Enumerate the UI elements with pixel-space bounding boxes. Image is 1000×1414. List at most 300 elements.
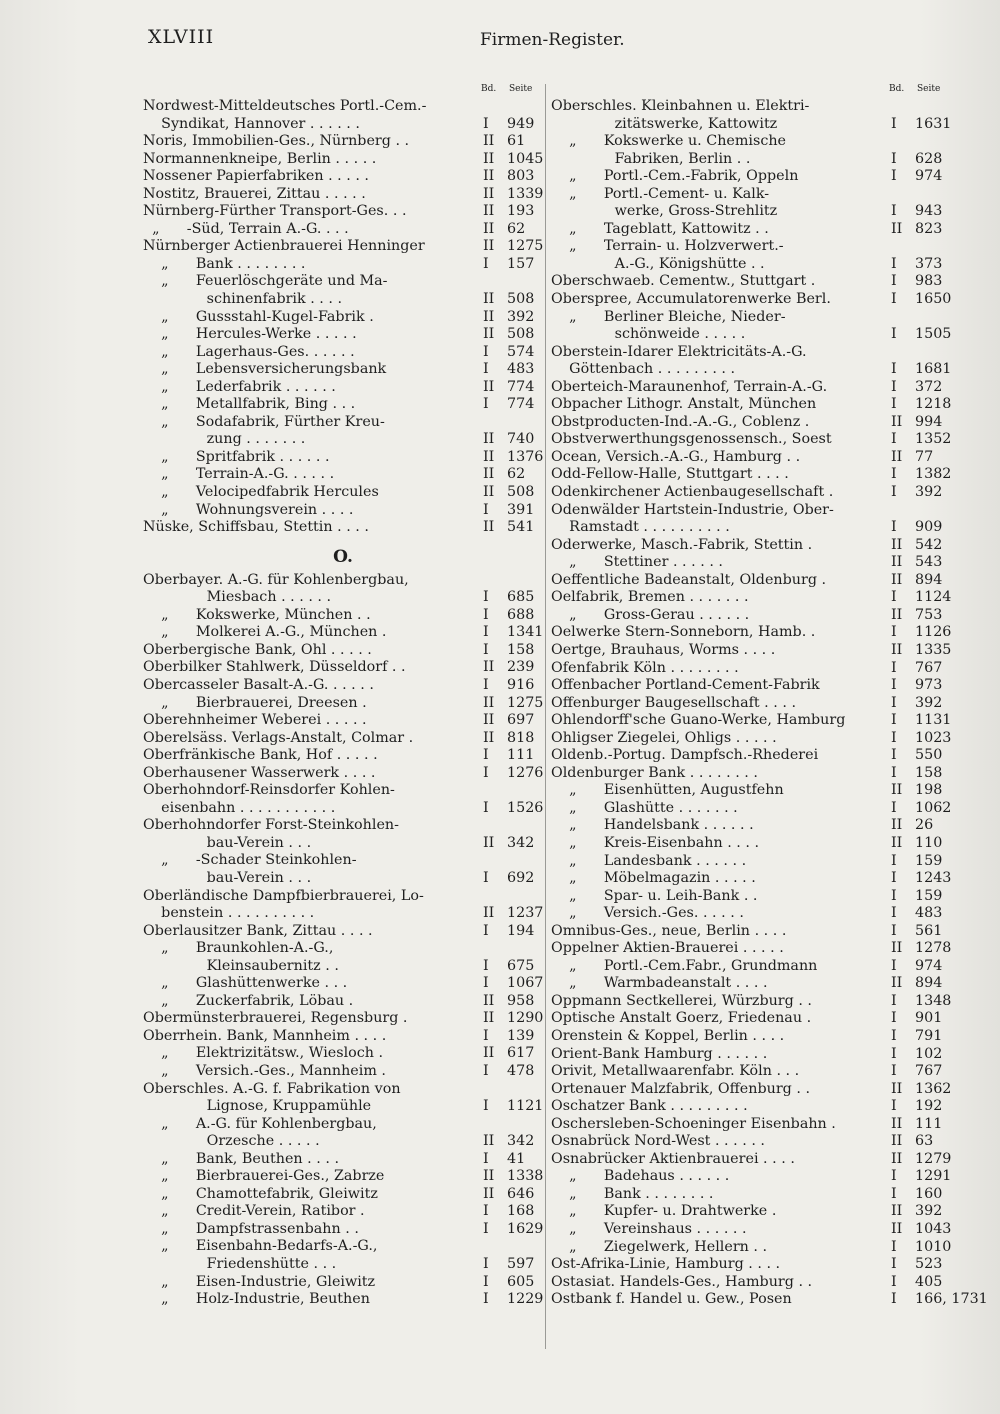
volume-number: II: [483, 308, 495, 325]
register-entry: [551, 1256, 951, 1274]
volume-number: I: [891, 361, 897, 378]
page-reference: 692: [507, 869, 535, 886]
company-name: „ Chamottefabrik, Gleiwitz: [143, 1185, 378, 1202]
left-column: [143, 84, 543, 1309]
register-entry: [551, 1274, 951, 1292]
volume-number: I: [891, 677, 897, 694]
volume-number: I: [891, 852, 897, 869]
company-name: Oberbilker Stahlwerk, Düsseldorf . .: [143, 659, 406, 676]
page-reference: [507, 782, 543, 800]
register-entry: [143, 133, 543, 151]
company-name: „ Feuerlöschgeräte und Ma-: [143, 273, 388, 290]
volume-number: I: [891, 870, 897, 887]
company-name: „ Spritfabrik . . . . . .: [143, 448, 330, 465]
volume-number: II: [483, 168, 495, 185]
page-reference: [507, 572, 543, 590]
page-header: Seite: [917, 84, 941, 94]
page-reference: 541: [507, 519, 535, 536]
company-name: „ Zuckerfabrik, Löbau .: [143, 992, 354, 1009]
page-reference: 1341: [507, 624, 544, 641]
register-entry: [143, 642, 543, 660]
company-name: „ Badehaus . . . . . .: [551, 1168, 730, 1185]
page-reference: 102: [915, 1045, 943, 1062]
register-entry: [551, 712, 951, 730]
register-entry: [143, 186, 543, 204]
company-name: „ Kokswerke u. Chemische: [551, 133, 787, 150]
volume-number: I: [483, 589, 489, 606]
company-name: Odenwälder Hartstein-Industrie, Ober-: [551, 501, 834, 518]
register-entry: [143, 1186, 543, 1204]
register-entry: [143, 975, 543, 993]
page-reference: 916: [507, 676, 535, 693]
volume-number: II: [483, 185, 495, 202]
volume-number: I: [891, 168, 897, 185]
volume-number: I: [891, 291, 897, 308]
register-entry: [551, 133, 951, 151]
page-reference: [915, 98, 951, 116]
page-reference: 894: [915, 975, 943, 992]
company-name: Oschersleben-Schoeninger Eisenbahn .: [551, 1115, 836, 1132]
volume-number: II: [483, 519, 495, 536]
page-reference: [915, 133, 951, 151]
page-reference: 391: [507, 501, 535, 518]
page-reference: 508: [507, 326, 535, 343]
company-name: Oppelner Aktien-Brauerei . . . . .: [551, 940, 784, 957]
page-reference: 994: [915, 413, 943, 430]
register-entry: [143, 273, 543, 291]
volume-number: II: [483, 992, 495, 1009]
page-reference: 168: [507, 1203, 535, 1220]
register-entry: [551, 221, 951, 239]
register-entry: [551, 695, 951, 713]
register-entry: [143, 361, 543, 379]
company-name: „ Bank . . . . . . . .: [551, 1185, 714, 1202]
register-entry: [143, 502, 543, 520]
company-name: „ -Schader Steinkohlen-: [143, 852, 357, 869]
register-entry: [551, 537, 951, 555]
register-entry: [143, 624, 543, 642]
company-name: Orivit, Metallwaarenfabr. Köln . . .: [551, 1063, 800, 1080]
volume-number: II: [483, 238, 495, 255]
volume-number: I: [483, 799, 489, 816]
register-entry: [143, 888, 543, 906]
company-name: Oberhausener Wasserwerk . . . .: [143, 764, 376, 781]
page-reference: 342: [507, 1133, 535, 1150]
page-reference: 198: [915, 782, 943, 799]
page-reference: 597: [507, 1256, 535, 1272]
page-reference: [915, 238, 951, 256]
register-entry: [551, 975, 951, 993]
page-reference: 342: [507, 834, 535, 851]
column-header: [143, 84, 543, 98]
company-name: schönweide . . . . .: [551, 326, 746, 343]
page-reference: 1631: [915, 115, 952, 132]
company-name: Osnabrück Nord-West . . . . . .: [551, 1133, 765, 1150]
volume-number: II: [483, 659, 495, 676]
page-reference: 628: [915, 150, 943, 167]
page-reference: 1278: [915, 940, 952, 957]
volume-number: II: [891, 536, 903, 553]
page-reference: 605: [507, 1273, 535, 1290]
volume-number: I: [483, 624, 489, 641]
volume-number: II: [483, 694, 495, 711]
company-name: Oberehnheimer Weberei . . . . .: [143, 712, 367, 729]
register-entry: [551, 273, 951, 291]
volume-number: II: [891, 1080, 903, 1097]
volume-number: [483, 817, 507, 835]
register-entry: [551, 502, 951, 520]
page-reference: 77: [915, 448, 934, 465]
volume-number: [483, 1238, 507, 1256]
volume-number: II: [891, 1221, 903, 1237]
page-reference: 688: [507, 606, 535, 623]
volume-number: I: [891, 431, 897, 448]
company-name: „ Molkerei A.-G., München .: [143, 624, 387, 641]
volume-number: I: [483, 1220, 489, 1237]
register-entry: [143, 1291, 543, 1309]
register-entry: [143, 923, 543, 941]
volume-number: I: [891, 747, 897, 764]
register-entry: [551, 1046, 951, 1064]
page-reference: [507, 1081, 543, 1099]
volume-number: II: [891, 554, 903, 571]
volume-number: II: [483, 905, 495, 922]
volume-number: [483, 1081, 507, 1099]
volume-number: I: [891, 1045, 897, 1062]
page-header: Seite: [509, 84, 533, 94]
company-name: Offenburger Baugesellschaft . . . .: [551, 694, 796, 711]
page-reference: 753: [915, 606, 943, 623]
volume-number: I: [891, 1185, 897, 1202]
volume-number: I: [891, 1168, 897, 1185]
volume-number: I: [891, 203, 897, 220]
company-name: Oberfränkische Bank, Hof . . . . .: [143, 747, 378, 764]
volume-number: [483, 852, 507, 870]
register-entry: [143, 168, 543, 186]
company-name: Nordwest-Mitteldeutsches Portl.-Cem.-: [143, 98, 427, 114]
register-entry: [551, 1010, 951, 1028]
page-reference: [915, 502, 951, 520]
volume-number: II: [483, 291, 495, 308]
company-name: „ Hercules-Werke . . . . .: [143, 326, 357, 343]
company-name: „ Bank, Beuthen . . . .: [143, 1150, 339, 1167]
page-reference: 550: [915, 747, 943, 764]
page-reference: 483: [915, 905, 943, 922]
register-entry: [551, 519, 951, 537]
page-reference: 111: [507, 747, 535, 764]
volume-number: II: [483, 378, 495, 395]
register-entry: [551, 291, 951, 309]
company-name: zitätswerke, Kattowitz: [551, 115, 778, 132]
register-entry: [551, 782, 951, 800]
volume-number: II: [483, 729, 495, 746]
page-reference: 1124: [915, 589, 952, 606]
company-name: „ Braunkohlen-A.-G.,: [143, 940, 334, 957]
volume-number: II: [483, 203, 495, 220]
page-reference: 62: [507, 220, 526, 237]
volume-number: I: [483, 361, 489, 378]
register-entry: [551, 1168, 951, 1186]
volume-number: I: [891, 659, 897, 676]
volume-number: II: [483, 1133, 495, 1150]
register-entry: [143, 1028, 543, 1046]
volume-number: I: [483, 1256, 489, 1272]
company-name: „ Gross-Gerau . . . . . .: [551, 606, 750, 623]
page-reference: 894: [915, 571, 943, 588]
register-entry: [143, 589, 543, 607]
page-reference: 1237: [507, 905, 544, 922]
company-name: Oberländische Dampfbierbrauerei, Lo-: [143, 887, 424, 904]
page-reference: [507, 98, 543, 116]
register-entry: [143, 958, 543, 976]
register-entry: [551, 923, 951, 941]
page-reference: 901: [915, 1010, 943, 1027]
register-entry: [551, 993, 951, 1011]
company-name: „ -Süd, Terrain A.-G. . . .: [143, 220, 349, 237]
company-name: „ Versich.-Ges., Mannheim .: [143, 1062, 386, 1079]
register-entry: [551, 1081, 951, 1099]
volume-number: I: [483, 115, 489, 132]
volume-number: [891, 344, 915, 362]
company-name: „ Lagerhaus-Ges. . . . . .: [143, 343, 355, 360]
company-name: eisenbahn . . . . . . . . . . .: [143, 799, 336, 816]
page-reference: 1218: [915, 396, 952, 413]
volume-number: I: [891, 519, 897, 536]
page-reference: 1505: [915, 326, 952, 343]
volume-number: II: [483, 150, 495, 167]
register-entry: [551, 361, 951, 379]
volume-number: II: [483, 466, 495, 483]
volume-number: [483, 98, 507, 116]
register-entry: [551, 168, 951, 186]
register-entry: [143, 677, 543, 695]
register-entry: [143, 449, 543, 467]
page-reference: 160: [915, 1185, 943, 1202]
page-reference: 1650: [915, 291, 952, 308]
company-name: Oldenb.-Portug. Dampfsch.-Rhederei: [551, 747, 819, 764]
register-entry: [143, 1151, 543, 1169]
volume-number: I: [891, 589, 897, 606]
company-name: Obpacher Lithogr. Anstalt, München: [551, 396, 817, 413]
company-name: Ost-Afrika-Linie, Hamburg . . . .: [551, 1256, 781, 1273]
company-name: Oderwerke, Masch.-Fabrik, Stettin .: [551, 536, 813, 553]
register-entry: [551, 1221, 951, 1239]
register-entry: [143, 730, 543, 748]
volume-number: I: [483, 1027, 489, 1044]
volume-number: I: [483, 255, 489, 272]
register-entry: [143, 379, 543, 397]
page-reference: 675: [507, 957, 535, 974]
page-reference: [507, 852, 543, 870]
page-reference: 617: [507, 1045, 535, 1062]
volume-number: I: [891, 922, 897, 939]
company-name: „ Vereinshaus . . . . . .: [551, 1221, 747, 1237]
volume-number: I: [891, 887, 897, 904]
register-entry: [551, 958, 951, 976]
page-reference: 543: [915, 554, 943, 571]
register-entry: [143, 1063, 543, 1081]
page-reference: [507, 414, 543, 432]
register-entry: [143, 1274, 543, 1292]
volume-number: II: [891, 220, 903, 237]
company-name: Ostbank f. Handel u. Gew., Posen: [551, 1291, 792, 1308]
volume-number: [891, 238, 915, 256]
page-reference: 110: [915, 834, 943, 851]
volume-number: I: [891, 1291, 897, 1308]
register-entry: [551, 1151, 951, 1169]
company-name: „ Lederfabrik . . . . . .: [143, 378, 336, 395]
company-name: Oberlausitzer Bank, Zittau . . . .: [143, 922, 373, 939]
register-entry: [551, 677, 951, 695]
page-reference: 1010: [915, 1238, 952, 1255]
company-name: Omnibus-Ges., neue, Berlin . . . .: [551, 922, 787, 939]
volume-number: I: [891, 1063, 897, 1080]
page-reference: [915, 186, 951, 204]
company-name: Obstverwerthungsgenossensch., Soest: [551, 431, 832, 448]
register-entry: [143, 326, 543, 344]
company-name: Ortenauer Malzfabrik, Offenburg . .: [551, 1080, 811, 1097]
company-name: Kleinsaubernitz . .: [143, 957, 339, 974]
register-entry: [143, 1238, 543, 1256]
volume-number: I: [891, 694, 897, 711]
company-name: Oberstein-Idarer Elektricitäts-A.-G.: [551, 343, 807, 360]
company-name: Göttenbach . . . . . . . . .: [551, 361, 736, 378]
volume-number: I: [891, 1010, 897, 1027]
company-name: „ Elektrizitätsw., Wiesloch .: [143, 1045, 384, 1062]
volume-number: I: [483, 747, 489, 764]
company-name: Offenbacher Portland-Cement-Fabrik: [551, 677, 820, 694]
company-name: „ Kupfer- u. Drahtwerke .: [551, 1203, 777, 1220]
company-name: A.-G., Königshütte . .: [551, 255, 765, 272]
company-name: Oberrhein. Bank, Mannheim . . . .: [143, 1027, 387, 1044]
register-entry: [143, 414, 543, 432]
company-name: Nostitz, Brauerei, Zittau . . . . .: [143, 185, 366, 202]
company-name: Oberschles. A.-G. f. Fabrikation von: [143, 1080, 401, 1097]
page-reference: 1338: [507, 1168, 544, 1185]
company-name: „ Bank . . . . . . . .: [143, 255, 306, 272]
register-entry: [551, 466, 951, 484]
company-name: „ Eisenhütten, Augustfehn: [551, 782, 784, 799]
register-entry: [143, 659, 543, 677]
register-entry: [551, 98, 951, 116]
register-entry: [143, 116, 543, 134]
volume-number: I: [891, 273, 897, 290]
volume-number: [483, 888, 507, 906]
volume-number: I: [891, 466, 897, 483]
register-entry: [143, 203, 543, 221]
company-name: Oberhohndorfer Forst-Steinkohlen-: [143, 817, 399, 834]
page-reference: 405: [915, 1273, 943, 1290]
register-entry: [551, 1133, 951, 1151]
company-name: Osnabrücker Aktienbrauerei . . . .: [551, 1150, 795, 1167]
company-name: „ Sodafabrik, Fürther Kreu-: [143, 413, 385, 430]
page-reference: [915, 309, 951, 327]
volume-number: I: [891, 378, 897, 395]
company-name: Nossener Papierfabriken . . . . .: [143, 168, 369, 185]
page-reference: 1526: [507, 799, 544, 816]
company-name: „ Terrain-A.-G. . . . . .: [143, 466, 335, 483]
page-reference: 767: [915, 1063, 943, 1080]
company-name: Optische Anstalt Goerz, Friedenau .: [551, 1010, 812, 1027]
register-entry: [143, 238, 543, 256]
page-reference: 158: [915, 764, 943, 781]
page-reference: 1067: [507, 975, 544, 992]
page-reference: 1629: [507, 1220, 544, 1237]
volume-number: I: [891, 957, 897, 974]
volume-number: I: [483, 764, 489, 781]
register-entry: [143, 712, 543, 730]
register-entry: [551, 800, 951, 818]
page-reference: 111: [915, 1115, 943, 1132]
volume-number: [483, 1116, 507, 1134]
company-name: „ Stettiner . . . . . .: [551, 554, 723, 571]
page-reference: 1121: [507, 1098, 544, 1115]
company-name: Syndikat, Hannover . . . . . .: [143, 115, 360, 132]
page-reference: [507, 940, 543, 958]
register-entry: [143, 309, 543, 327]
company-name: Oberschwaeb. Cementw., Stuttgart .: [551, 273, 816, 290]
volume-number: [891, 309, 915, 327]
register-entry: [143, 466, 543, 484]
volume-number: I: [483, 501, 489, 518]
register-entry: [143, 782, 543, 800]
register-entry: [143, 800, 543, 818]
register-entry: [143, 1221, 543, 1239]
volume-number: [483, 273, 507, 291]
volume-number: I: [891, 1098, 897, 1115]
company-name: Oberschles. Kleinbahnen u. Elektri-: [551, 98, 810, 114]
page-reference: 1681: [915, 361, 952, 378]
page-reference: 1062: [915, 799, 952, 816]
company-name: „ Landesbank . . . . . .: [551, 852, 747, 869]
volume-number: I: [891, 115, 897, 132]
company-name: Ramstadt . . . . . . . . . .: [551, 519, 730, 536]
company-name: zung . . . . . . .: [143, 431, 306, 448]
volume-number: I: [891, 799, 897, 816]
register-entry: [551, 186, 951, 204]
company-name: Odd-Fellow-Halle, Stuttgart . . . .: [551, 466, 789, 483]
volume-number: II: [891, 606, 903, 623]
page-reference: 1276: [507, 764, 544, 781]
register-entry: [143, 852, 543, 870]
register-entry: [551, 203, 951, 221]
company-name: „ Eisen-Industrie, Gleiwitz: [143, 1273, 376, 1290]
company-name: werke, Gross-Strehlitz: [551, 203, 778, 220]
page-reference: 574: [507, 343, 535, 360]
company-name: Orenstein & Koppel, Berlin . . . .: [551, 1027, 785, 1044]
company-name: „ Velocipedfabrik Hercules: [143, 484, 379, 501]
volume-number: II: [483, 484, 495, 501]
register-entry: [551, 1098, 951, 1116]
register-entry: [143, 905, 543, 923]
volume-number: I: [891, 1256, 897, 1273]
volume-number: II: [891, 1115, 903, 1132]
column-divider: [545, 84, 546, 1349]
volume-number: II: [483, 1185, 495, 1202]
volume-number: [483, 414, 507, 432]
register-entry: [551, 853, 951, 871]
page-reference: 372: [915, 378, 943, 395]
page-reference: [507, 1116, 543, 1134]
volume-number: I: [483, 957, 489, 974]
company-name: „ Terrain- u. Holzverwert.-: [551, 238, 784, 255]
page-reference: 483: [507, 361, 535, 378]
page-reference: 803: [507, 168, 535, 185]
page-reference: [507, 817, 543, 835]
company-name: „ Möbelmagazin . . . . .: [551, 870, 756, 887]
volume-number: I: [483, 606, 489, 623]
volume-number: II: [483, 133, 495, 150]
